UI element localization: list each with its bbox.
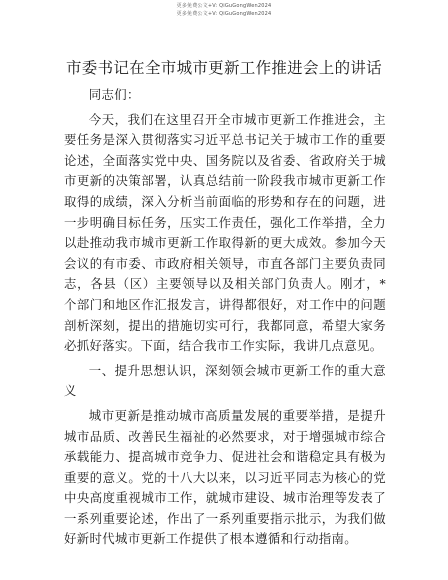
paragraph-opening: 今天，我们在这里召开全市城市更新工作推进会，主要任务是深入贯彻落实习近平总书记关于城市工作的重要论述，全面落实党中央、国务院以及省委、省政府关于城市更新的决策部署，认真总结前一阶段我市城市更新工作取得的成绩，深入分析当前面临的形势和存在的问题，进一步明确目标任务，压实工作责任，强化工作举措，全力以赴推动我市城市更新工作取得新的更大成效。参加今天会议的有市委、市政府相关领导，市直各部门主要负责同志，各县（区）主要领导以及相关部门负责人。刚才，*个部门和地区作汇报发言，讲得都很好，对工作中的问题剖析深刻，提出的措施切实可行，我都同意，希望大家务必抓好落实。下面，结合我市工作实际，我讲几点意见。 xyxy=(64,111,386,354)
section-heading: 一、提升思想认识，深刻领会城市更新工作的重大意义 xyxy=(64,362,386,399)
watermark xyxy=(0,2,448,18)
watermark-line: 更多免费公文+V: QiGuGongWen2024 xyxy=(176,3,272,9)
document-title: 市委书记在全市城市更新工作推进会上的讲话 xyxy=(65,59,382,77)
greeting: 同志们： xyxy=(88,87,140,102)
document-body xyxy=(64,85,386,550)
paragraph-section-one: 城市更新是推动城市高质量发展的重要举措，是提升城市品质、改善民生福祉的必然要求，对于增强城市综合承载能力、提高城市竞争力、促进社会和谐稳定具有极为重要的意义。党的十八大以来，以习近平同志为核心的党中央高度重视城市工作，就城市建设、城市治理等发表了一系列重要论述，作出了一系列重要指示批示，为我们做好新时代城市更新工作提供了根本遵循和行动指南。 xyxy=(64,407,386,547)
watermark-line: 更多免费公文+V: QiGuGongWen2024 xyxy=(176,11,272,17)
